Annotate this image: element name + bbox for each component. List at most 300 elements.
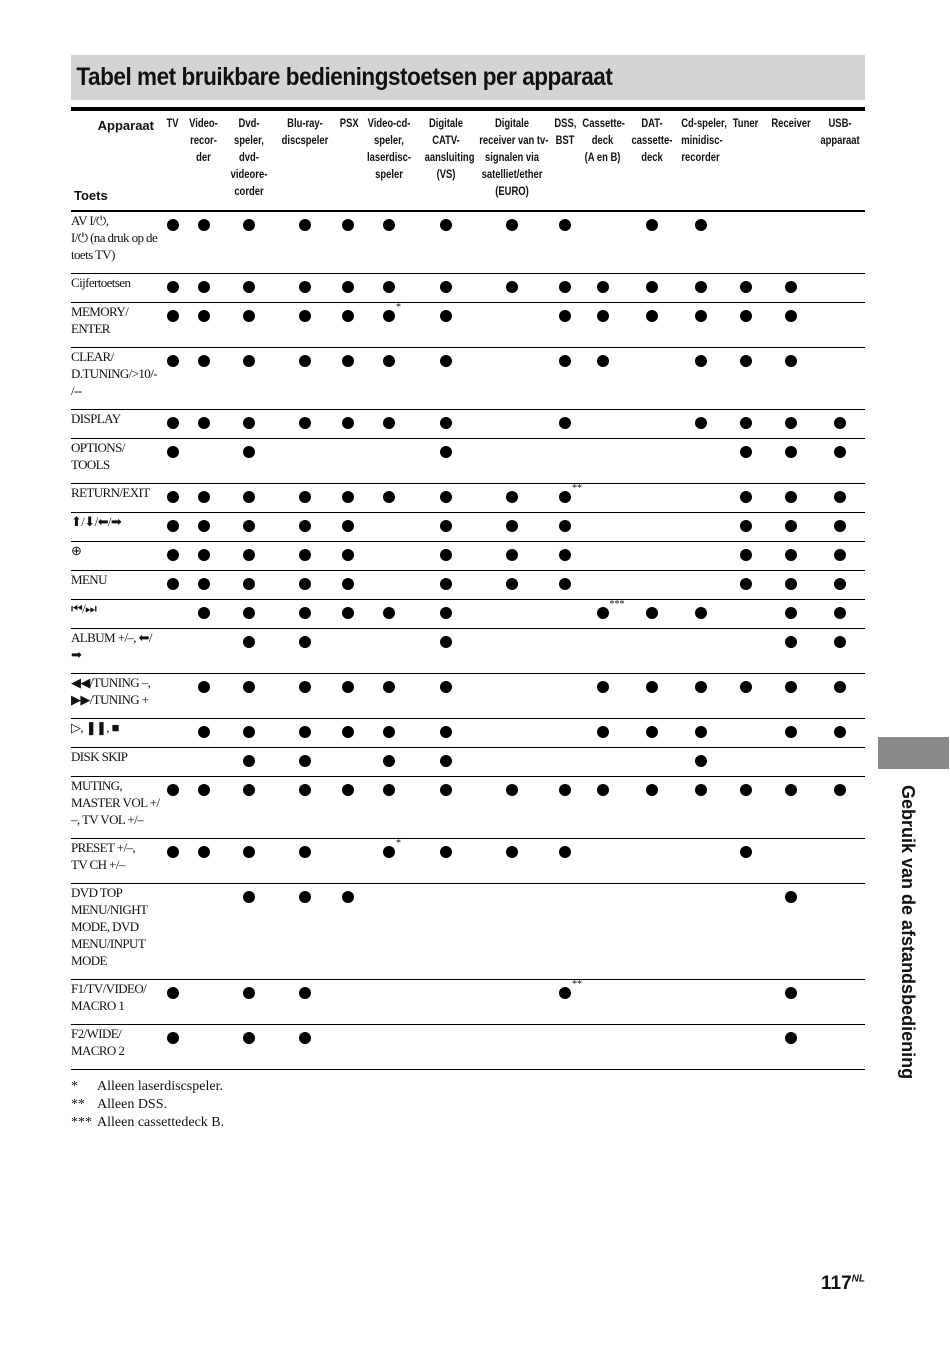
availability-cell: [677, 628, 724, 673]
availability-cell: [677, 838, 724, 883]
availability-cell: [338, 718, 358, 747]
table-row: [71, 979, 865, 1024]
availability-cell: [164, 776, 181, 838]
availability-cell: [677, 438, 724, 483]
availability-cell: [724, 409, 767, 438]
availability-dot: [597, 681, 609, 693]
availability-cell: [627, 628, 677, 673]
row-key-label-line: ALBUM +/–, ⬅/: [71, 629, 152, 645]
row-key-label-line: OPTIONS/: [71, 439, 125, 455]
availability-cell: [552, 512, 578, 541]
availability-cell: [226, 211, 272, 273]
table-row: [71, 1024, 865, 1069]
table-row: [71, 599, 865, 628]
table-row: [71, 883, 865, 979]
availability-cell: [578, 512, 627, 541]
availability-cell: [181, 541, 226, 570]
column-header-line: (EURO): [495, 186, 529, 198]
availability-cell: [815, 541, 865, 570]
availability-dot: [785, 491, 797, 503]
availability-cell: [358, 883, 420, 979]
column-header-line: TV: [166, 118, 179, 130]
availability-cell: [164, 483, 181, 512]
footnote-marker: **: [71, 1097, 85, 1112]
availability-dot: [243, 726, 255, 738]
availability-cell: [578, 673, 627, 718]
column-header-line: recorder: [681, 152, 720, 164]
availability-cell: [815, 718, 865, 747]
availability-cell: [338, 883, 358, 979]
row-key-label-line: ⏮/⏭: [71, 600, 97, 616]
availability-cell: [472, 673, 552, 718]
availability-dot: [167, 549, 179, 561]
availability-dot: [383, 607, 395, 619]
footnote-mark: **: [572, 482, 582, 494]
availability-cell: [552, 673, 578, 718]
availability-dot: [695, 607, 707, 619]
availability-cell: [627, 483, 677, 512]
availability-cell: [420, 883, 472, 979]
availability-dot: [198, 846, 210, 858]
availability-cell: [164, 570, 181, 599]
availability-dot: [440, 578, 452, 590]
availability-cell: [724, 673, 767, 718]
availability-dot: [342, 219, 354, 231]
availability-cell: [181, 570, 226, 599]
availability-cell: [226, 883, 272, 979]
availability-cell: [724, 776, 767, 838]
table-row: [71, 302, 865, 347]
availability-dot: [695, 281, 707, 293]
availability-cell: [767, 570, 815, 599]
availability-cell: [164, 979, 181, 1024]
availability-cell: [627, 211, 677, 273]
availability-dot: [597, 598, 625, 619]
availability-cell: [552, 883, 578, 979]
row-key-label-line: MENU/NIGHT: [71, 901, 148, 917]
page-number: [821, 1273, 865, 1295]
table-row: [71, 838, 865, 883]
availability-dot: [834, 726, 846, 738]
availability-cell: [627, 541, 677, 570]
availability-dot: [785, 417, 797, 429]
availability-dot: [383, 355, 395, 367]
row-key-label-line: TV CH +/–: [71, 856, 125, 872]
availability-cell: [627, 302, 677, 347]
availability-dot: [834, 491, 846, 503]
availability-cell: [272, 718, 338, 747]
column-header-line: Tuner: [732, 118, 759, 130]
column-header: [226, 113, 272, 211]
row-key-label: [71, 1024, 164, 1069]
availability-cell: [552, 438, 578, 483]
availability-cell: [420, 747, 472, 776]
availability-cell: [767, 628, 815, 673]
column-header: [677, 113, 727, 211]
availability-dot: [785, 310, 797, 322]
availability-dot: [597, 355, 609, 367]
availability-dot: [785, 1032, 797, 1044]
availability-dot: [167, 578, 179, 590]
row-key-label-line: F2/WIDE/: [71, 1025, 122, 1041]
column-header-line: Video-cd-: [367, 118, 411, 130]
table-row: [71, 718, 865, 747]
availability-cell: [552, 302, 578, 347]
availability-dot: [383, 784, 395, 796]
availability-cell: [338, 512, 358, 541]
availability-cell: [677, 776, 724, 838]
availability-dot: [440, 281, 452, 293]
availability-dot: [440, 417, 452, 429]
availability-dot: [299, 355, 311, 367]
availability-cell: [552, 838, 578, 883]
availability-cell: [358, 979, 420, 1024]
availability-cell: [226, 673, 272, 718]
availability-dot: [695, 310, 707, 322]
row-key-label-line: MENU/INPUT: [71, 935, 146, 951]
row-key-label-line: ▷, ❚❚, ■: [71, 719, 119, 735]
footnote-marker: *: [71, 1079, 78, 1094]
availability-cell: [420, 628, 472, 673]
availability-cell: [420, 211, 472, 273]
availability-cell: [226, 438, 272, 483]
availability-cell: [677, 347, 724, 409]
availability-dot: [243, 681, 255, 693]
column-header-line: laserdisc-: [366, 152, 412, 164]
row-key-label: [71, 747, 164, 776]
availability-dot: [243, 281, 255, 293]
availability-cell: [627, 673, 677, 718]
column-header-line: DSS,: [554, 118, 577, 130]
availability-cell: [552, 273, 578, 302]
availability-cell: [815, 211, 865, 273]
availability-cell: [677, 570, 724, 599]
corner-apparaat: Apparaat: [97, 118, 154, 133]
availability-cell: [181, 673, 226, 718]
row-key-label-line: MEMORY/: [71, 303, 129, 319]
availability-cell: [226, 979, 272, 1024]
availability-cell: [815, 409, 865, 438]
availability-cell: [472, 747, 552, 776]
availability-cell: [472, 409, 552, 438]
availability-dot: [383, 417, 395, 429]
availability-dot: [198, 784, 210, 796]
row-key-label: [71, 838, 164, 883]
availability-dot: [646, 607, 658, 619]
availability-dot: [167, 281, 179, 293]
availability-cell: [358, 273, 420, 302]
availability-dot: [299, 219, 311, 231]
corner-toets: Toets: [74, 188, 108, 203]
availability-cell: [815, 347, 865, 409]
availability-dot: [785, 636, 797, 648]
row-key-label-line: Cijfertoetsen: [71, 274, 131, 290]
availability-cell: [472, 979, 552, 1024]
availability-dot: [440, 636, 452, 648]
availability-cell: [815, 673, 865, 718]
availability-cell: [164, 273, 181, 302]
availability-cell: [226, 747, 272, 776]
table-row: [71, 570, 865, 599]
availability-cell: [472, 512, 552, 541]
availability-cell: [338, 211, 358, 273]
availability-cell: [767, 979, 815, 1024]
availability-cell: [338, 438, 358, 483]
availability-dot: [597, 784, 609, 796]
column-header-line: minidisc-: [681, 135, 723, 147]
row-key-label: [71, 599, 164, 628]
availability-dot: [243, 219, 255, 231]
availability-cell: [420, 838, 472, 883]
side-tab-marker: [878, 737, 949, 769]
availability-cell: [815, 302, 865, 347]
footnote-mark: **: [572, 978, 582, 990]
row-key-label: [71, 483, 164, 512]
availability-dot: [834, 578, 846, 590]
availability-cell: [578, 979, 627, 1024]
column-header-line: apparaat: [820, 135, 860, 147]
availability-dot: [506, 549, 518, 561]
availability-cell: [272, 776, 338, 838]
availability-dot: [834, 607, 846, 619]
availability-cell: [272, 273, 338, 302]
availability-cell: [338, 302, 358, 347]
availability-cell: [164, 541, 181, 570]
availability-cell: [724, 273, 767, 302]
table-row: [71, 273, 865, 302]
availability-cell: [815, 979, 865, 1024]
availability-cell: [472, 211, 552, 273]
availability-cell: [164, 883, 181, 979]
availability-cell: [767, 302, 815, 347]
availability-cell: [272, 883, 338, 979]
availability-dot: [299, 607, 311, 619]
availability-dot: [785, 681, 797, 693]
availability-dot: [559, 978, 582, 999]
availability-dot: [440, 607, 452, 619]
availability-cell: [627, 1024, 677, 1069]
table-row: [71, 483, 865, 512]
availability-cell: [627, 599, 677, 628]
availability-cell: [338, 347, 358, 409]
availability-dot: [785, 578, 797, 590]
column-header: [272, 113, 338, 211]
availability-cell: [226, 599, 272, 628]
column-header-line: Receiver: [771, 118, 811, 130]
availability-cell: [181, 302, 226, 347]
availability-cell: [181, 718, 226, 747]
availability-cell: [815, 438, 865, 483]
availability-cell: [272, 211, 338, 273]
column-header-line: videore-: [230, 169, 268, 181]
availability-cell: [226, 1024, 272, 1069]
availability-cell: [338, 1024, 358, 1069]
availability-cell: [420, 570, 472, 599]
column-header-line: speler: [375, 169, 403, 181]
availability-cell: [552, 1024, 578, 1069]
availability-cell: [578, 483, 627, 512]
availability-cell: [578, 347, 627, 409]
availability-cell: [272, 409, 338, 438]
availability-cell: [338, 747, 358, 776]
availability-cell: [724, 211, 767, 273]
column-header-line: USB-: [828, 118, 852, 130]
availability-dot: [299, 549, 311, 561]
availability-cell: [181, 273, 226, 302]
availability-cell: [578, 211, 627, 273]
availability-dot: [646, 281, 658, 293]
availability-cell: [815, 838, 865, 883]
availability-dot: [299, 755, 311, 767]
availability-cell: [627, 776, 677, 838]
availability-dot: [559, 417, 571, 429]
availability-cell: [338, 838, 358, 883]
availability-cell: [815, 570, 865, 599]
availability-cell: [420, 541, 472, 570]
availability-cell: [627, 347, 677, 409]
availability-cell: [272, 628, 338, 673]
availability-dot: [243, 310, 255, 322]
availability-dot: [342, 491, 354, 503]
availability-dot: [646, 310, 658, 322]
availability-dot: [440, 219, 452, 231]
availability-dot: [299, 681, 311, 693]
row-key-label-line: I/⏻ (na druk op de: [71, 230, 158, 245]
availability-cell: [472, 541, 552, 570]
column-header-line: signalen via: [485, 152, 539, 164]
column-header-line: (A en B): [584, 152, 621, 164]
availability-dot: [167, 987, 179, 999]
row-key-label-line: MASTER VOL +/: [71, 794, 160, 810]
availability-cell: [338, 628, 358, 673]
column-header-line: Cd-speler,: [681, 118, 727, 130]
availability-cell: [164, 347, 181, 409]
availability-cell: [677, 883, 724, 979]
availability-dot: [383, 681, 395, 693]
availability-cell: [226, 302, 272, 347]
availability-dot: [559, 549, 571, 561]
availability-dot: [198, 281, 210, 293]
availability-dot: [834, 417, 846, 429]
availability-cell: [552, 628, 578, 673]
availability-cell: [358, 409, 420, 438]
column-header-line: CATV-: [432, 135, 460, 147]
availability-cell: [226, 541, 272, 570]
availability-cell: [815, 628, 865, 673]
availability-dot: [342, 681, 354, 693]
availability-cell: [578, 1024, 627, 1069]
availability-cell: [677, 979, 724, 1024]
availability-dot: [342, 784, 354, 796]
availability-dot: [695, 417, 707, 429]
column-header-line: (VS): [436, 169, 456, 181]
availability-cell: [272, 838, 338, 883]
availability-cell: [420, 409, 472, 438]
availability-cell: [226, 570, 272, 599]
availability-cell: [472, 1024, 552, 1069]
row-key-label-line: MODE, DVD: [71, 918, 139, 934]
availability-dot: [506, 578, 518, 590]
column-header-line: deck: [641, 152, 663, 164]
availability-cell: [578, 628, 627, 673]
availability-dot: [299, 636, 311, 648]
availability-dot: [342, 578, 354, 590]
availability-dot: [559, 578, 571, 590]
column-header-line: Cassette-: [582, 118, 625, 130]
row-key-label-line: MENU: [71, 571, 107, 587]
row-key-label-line: ▶▶/TUNING +: [71, 691, 149, 707]
availability-cell: [677, 541, 724, 570]
availability-cell: [677, 747, 724, 776]
availability-dot: [695, 355, 707, 367]
footnote: [71, 1078, 224, 1096]
column-header: [627, 113, 677, 211]
availability-cell: [226, 409, 272, 438]
availability-dot: [243, 987, 255, 999]
availability-cell: [420, 979, 472, 1024]
column-header: [420, 113, 475, 211]
availability-dot: [559, 219, 571, 231]
availability-cell: [767, 673, 815, 718]
availability-cell: [181, 776, 226, 838]
availability-cell: [578, 718, 627, 747]
row-key-label-line: MACRO 1: [71, 997, 125, 1013]
availability-dot: [440, 491, 452, 503]
availability-dot: [440, 681, 452, 693]
availability-cell: [627, 570, 677, 599]
availability-cell: [420, 599, 472, 628]
availability-dot: [198, 549, 210, 561]
availability-cell: [767, 599, 815, 628]
availability-cell: [272, 302, 338, 347]
availability-cell: [420, 673, 472, 718]
availability-cell: [358, 211, 420, 273]
availability-cell: [358, 1024, 420, 1069]
availability-dot: [740, 355, 752, 367]
row-key-label: [71, 409, 164, 438]
page-number-suffix: NL: [851, 1273, 865, 1285]
column-header-line: Dvd-: [238, 118, 260, 130]
availability-cell: [724, 483, 767, 512]
availability-cell: [358, 776, 420, 838]
row-key-label-line: DISPLAY: [71, 410, 121, 426]
row-key-label-line: ⊕: [71, 542, 82, 558]
availability-cell: [578, 438, 627, 483]
availability-cell: [338, 273, 358, 302]
availability-dot: [243, 417, 255, 429]
availability-dot: [506, 281, 518, 293]
table-row: [71, 347, 865, 409]
availability-dot: [243, 755, 255, 767]
availability-cell: [164, 673, 181, 718]
availability-dot: [243, 1032, 255, 1044]
table-row: [71, 541, 865, 570]
column-header-line: recor-: [190, 135, 217, 147]
availability-dot: [243, 549, 255, 561]
availability-cell: [627, 512, 677, 541]
availability-cell: [358, 541, 420, 570]
table-row: [71, 673, 865, 718]
availability-cell: [767, 1024, 815, 1069]
availability-dot: [167, 219, 179, 231]
availability-cell: [578, 302, 627, 347]
availability-cell: [578, 776, 627, 838]
availability-cell: [627, 409, 677, 438]
availability-cell: [767, 211, 815, 273]
availability-dot: [299, 891, 311, 903]
availability-cell: [767, 483, 815, 512]
availability-cell: [578, 883, 627, 979]
